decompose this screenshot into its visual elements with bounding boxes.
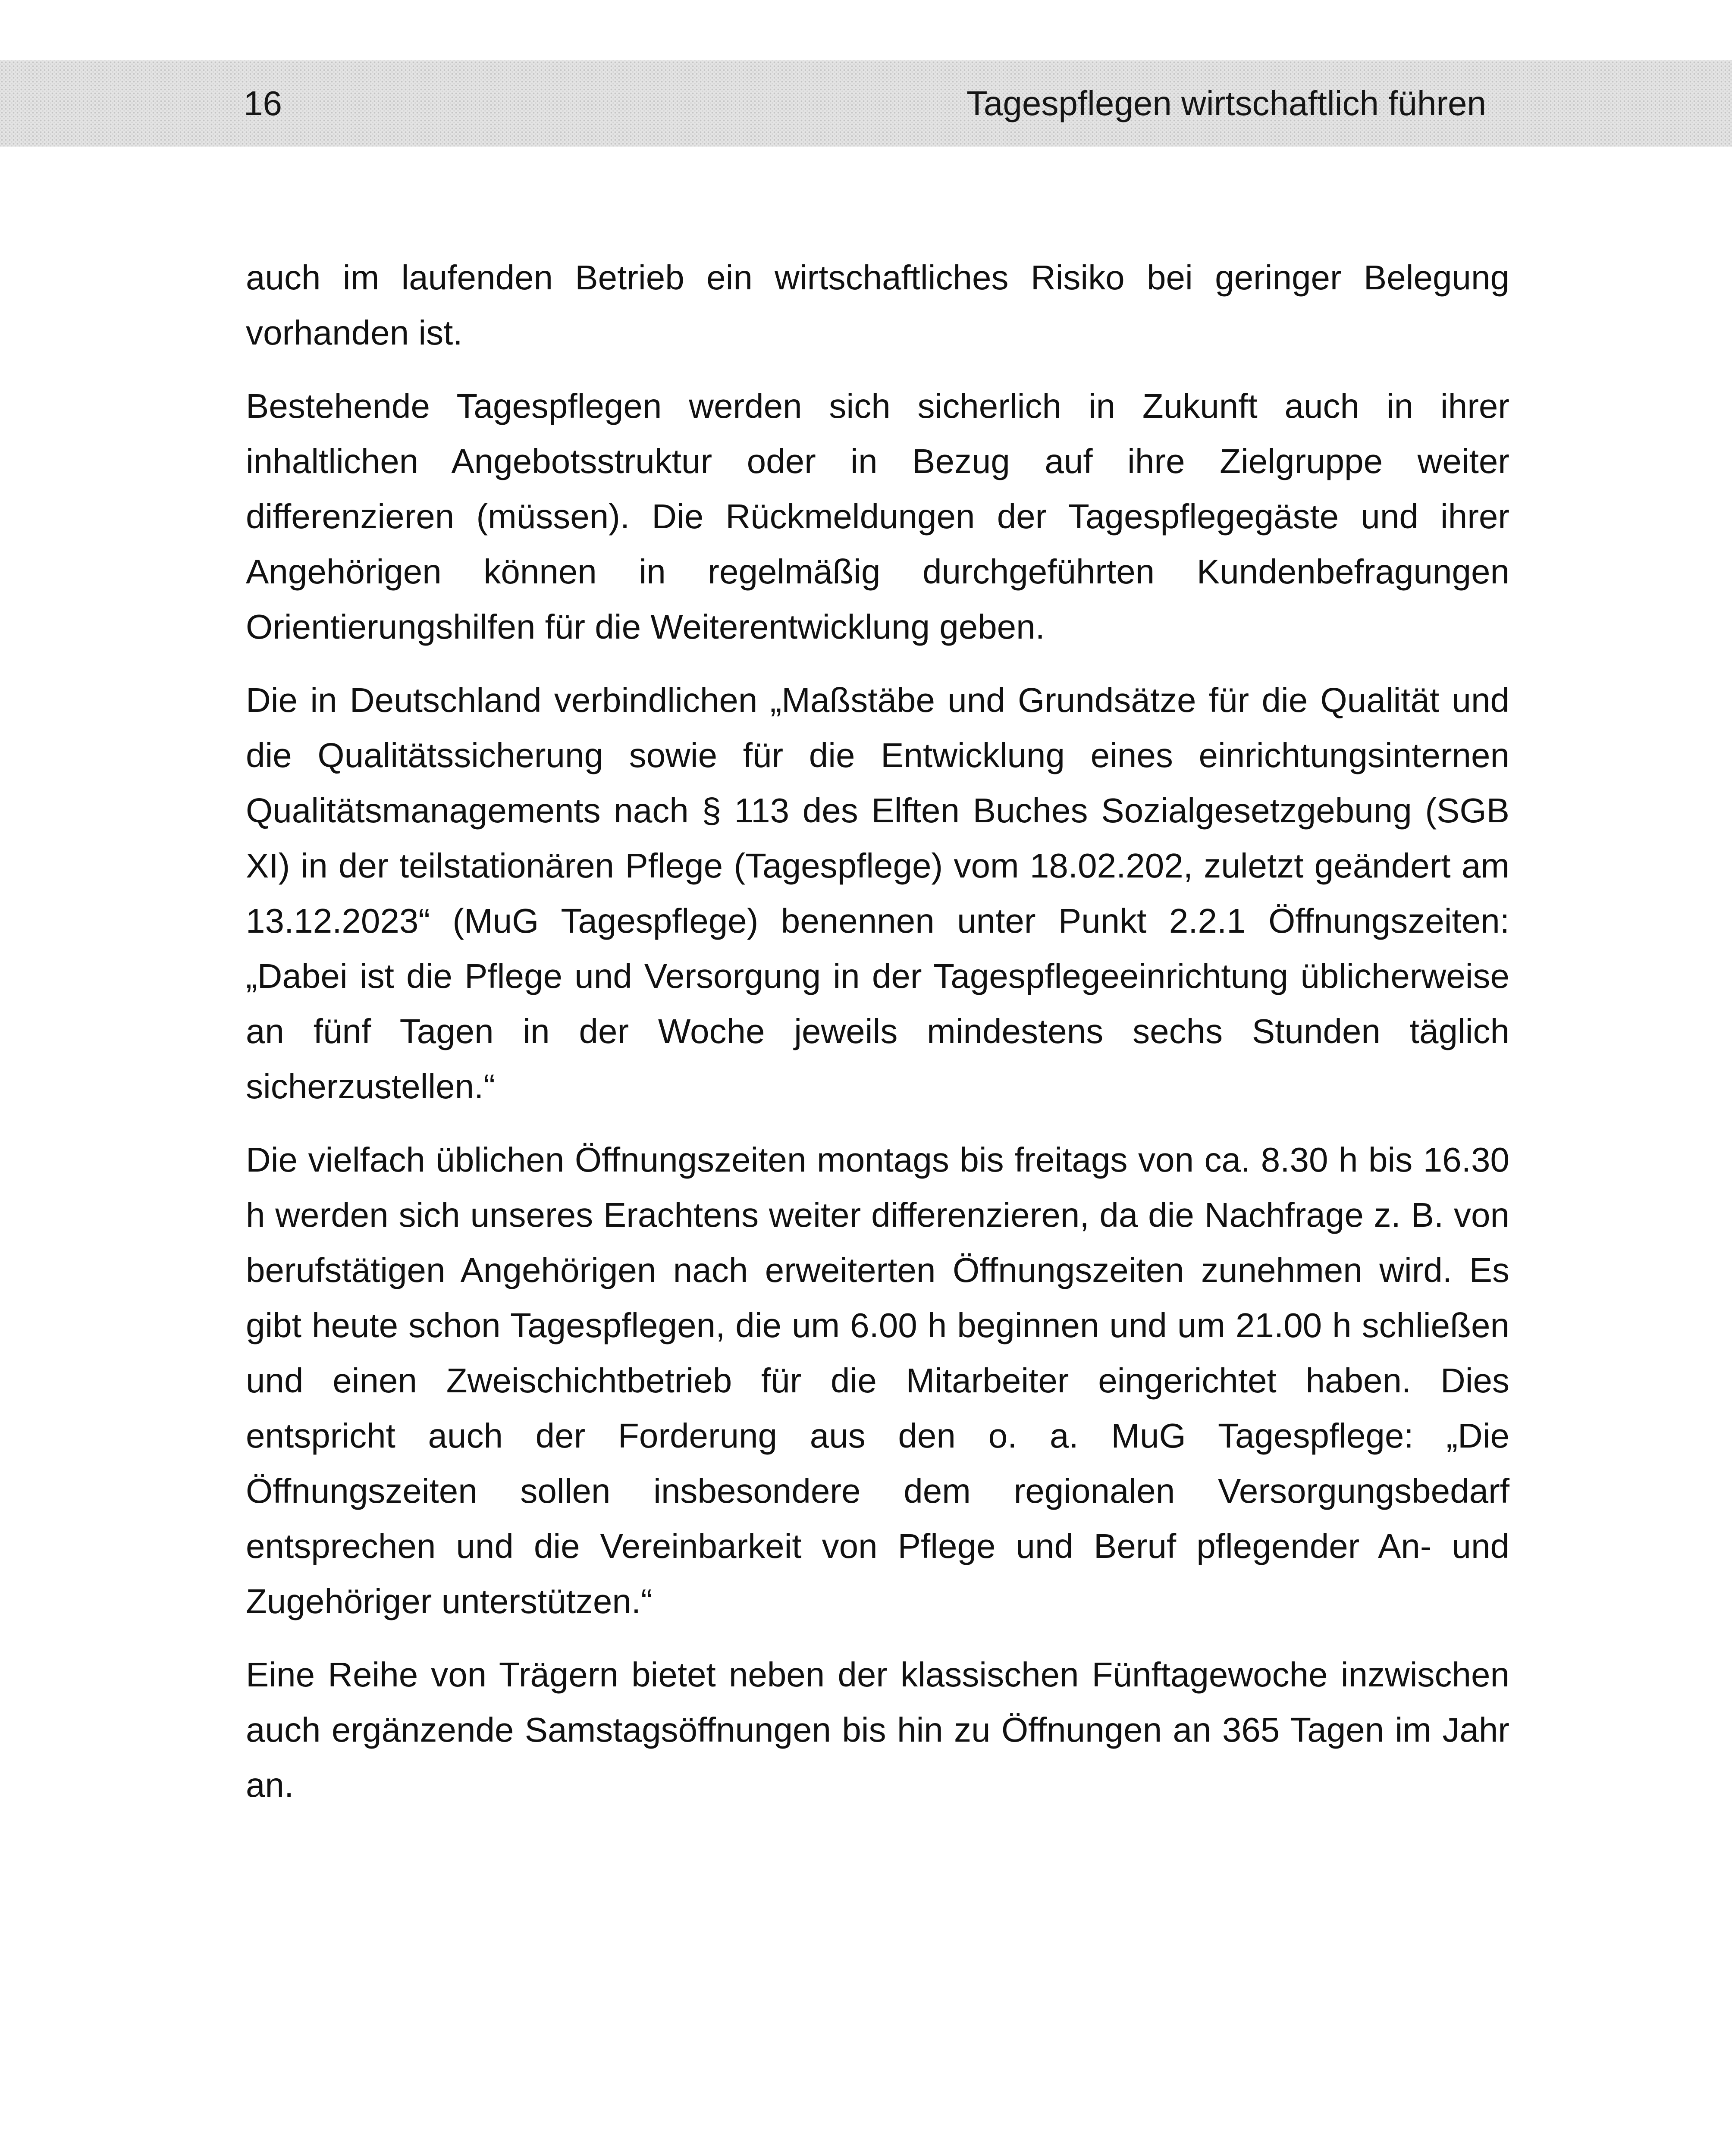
paragraph-4: Die vielfach üblichen Öffnungszeiten montags bis freitags von ca. 8.30 h bis 16.30 h werden sich unseres Erachtens weiter differenzieren, da die Nachfrage z. B. von berufstätigen Angehörigen nach erweiterten Öffnungszeiten zunehmen wird. Es gibt heute schon Tagespflegen, die um 6.00 h beginnen und um 21.00 h schließen und einen Zweischichtbetrieb für die Mitarbeiter eingerichtet haben. Dies entspricht auch der Forderung aus den o. a. MuG Tagespflege: „Die Öffnungszeiten sollen insbesondere dem regionalen Versorgungsbedarf entsprechen und die Vereinbarkeit von Pflege und Beruf pflegender An- und Zugehöriger unterstützen.“ — [246, 1141, 1509, 1620]
paragraph-1: auch im laufenden Betrieb ein wirtschaftliches Risiko bei geringer Belegung vorhanden ist. — [246, 258, 1509, 352]
body-text — [246, 250, 1509, 1831]
running-title: Tagespflegen wirtschaftlich führen — [966, 84, 1486, 122]
paragraph-3: Die in Deutschland verbindlichen „Maßstäbe und Grundsätze für die Qualität und die Qualitätssicherung sowie für die Entwicklung eines einrichtungsinternen Qualitätsmanagements nach § 113 des Elften Buches Sozialgesetzgebung (SGB XI) in der teilstationären Pflege (Tagespflege) vom 18.02.202, zuletzt geändert am 13.12.2023“ (MuG Tagespflege) benennen unter Punkt 2.2.1 Öffnungszeiten: „Dabei ist die Pflege und Versorgung in der Tagespflegeeinrichtung üblicherweise an fünf Tagen in der Woche jeweils mindestens sechs Stunden täglich sicherzustellen.“ — [246, 681, 1509, 1106]
page-number: 16 — [244, 84, 282, 122]
paragraph-2: Bestehende Tagespflegen werden sich sicherlich in Zukunft auch in ihrer inhaltlichen Angebotsstruktur oder in Bezug auf ihre Zielgruppe weiter differenzieren (müssen). Die Rückmeldungen der Tagespflegegäste und ihrer Angehörigen können in regelmäßig durchgeführten Kundenbefragungen Orientierungshilfen für die Weiterentwicklung geben. — [246, 387, 1509, 646]
running-header — [0, 60, 1732, 147]
paragraph-5: Eine Reihe von Trägern bietet neben der klassischen Fünftagewoche inzwischen auch ergänzende Samstagsöffnungen bis hin zu Öffnungen an 365 Tagen im Jahr an. — [246, 1655, 1509, 1804]
